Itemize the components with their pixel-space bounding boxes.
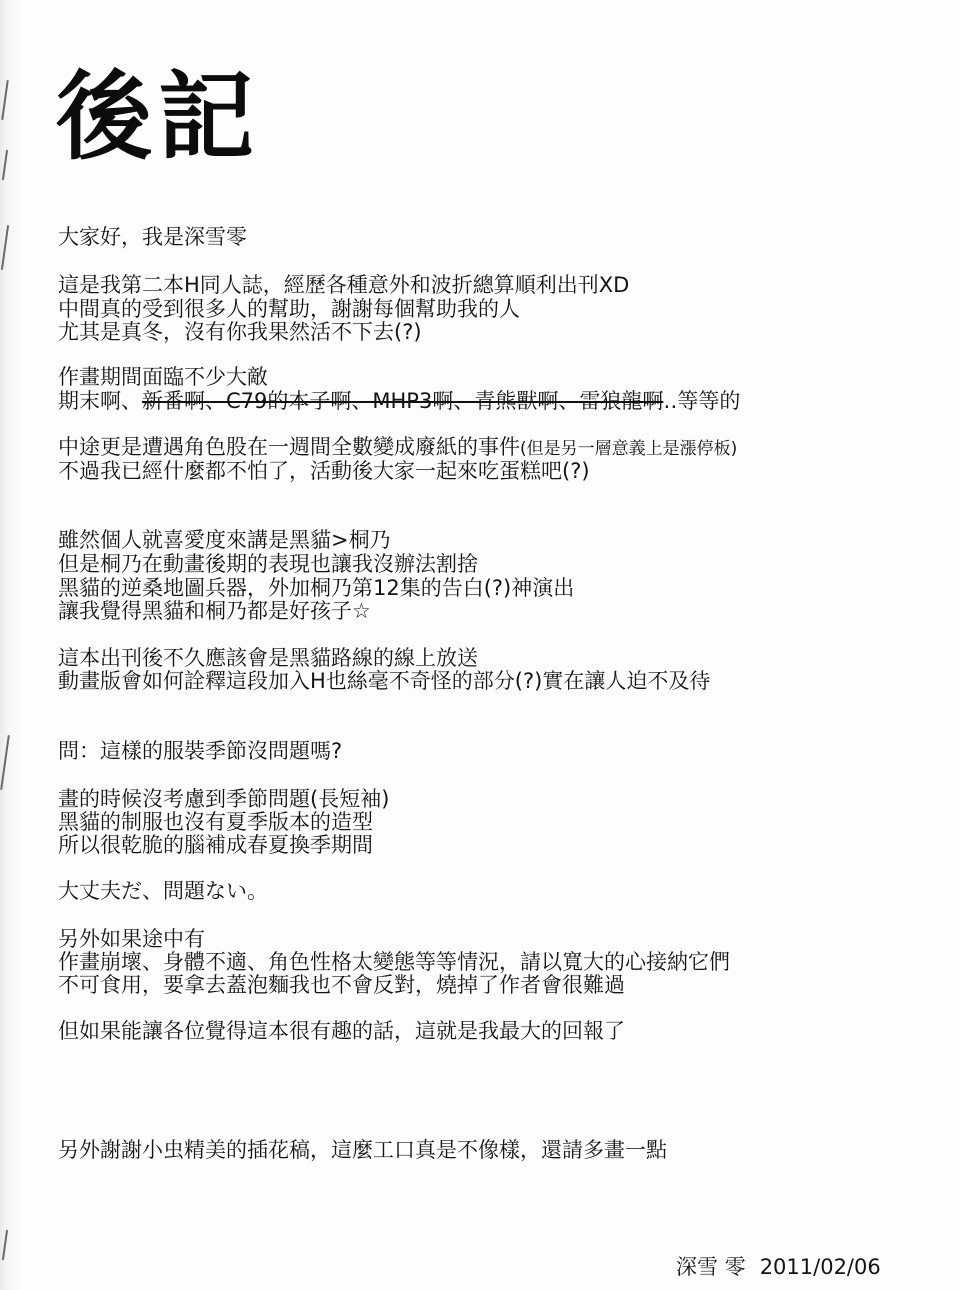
scan-mark — [1, 80, 9, 120]
text-line-with-strikethrough — [58, 388, 740, 414]
text-segment: ‥等等的 — [663, 389, 741, 413]
signature — [676, 1254, 881, 1280]
scan-mark — [1, 225, 9, 270]
text-line: 黑貓的逆桑地圖兵器，外加桐乃第12集的告白(?)神演出 — [58, 576, 575, 600]
text-line: 尤其是真冬，沒有你我果然活不下去(?) — [58, 320, 422, 344]
text-line: 但是桐乃在動畫後期的表現也讓我沒辦法割捨 — [58, 552, 478, 576]
text-line: 不過我已經什麼都不怕了，活動後大家一起來吃蛋糕吧(?) — [58, 459, 590, 483]
page-title: 後記 — [56, 61, 260, 173]
scan-mark — [0, 735, 10, 790]
text-line: 雖然個人就喜愛度來講是黑貓>桐乃 — [58, 528, 391, 552]
text-line: 這本出刊後不久應該會是黑貓路線的線上放送 — [58, 646, 478, 670]
text-line: 畫的時候沒考慮到季節問題(長短袖) — [58, 787, 390, 811]
scan-mark — [2, 150, 8, 180]
text-line: 另外謝謝小虫精美的插花稿，這麼工口真是不像樣，還請多畫一點 — [58, 1138, 667, 1162]
text-line: 大丈夫だ、問題ない。 — [58, 879, 268, 903]
greeting-line: 大家好，我是深雪零 — [58, 225, 247, 249]
text-segment: 中途更是遭遇角色股在一週間全數變成廢紙的事件 — [58, 435, 520, 459]
scan-edge — [0, 0, 22, 1290]
text-line: 作畫崩壞、身體不適、角色性格太變態等等情況，請以寬大的心接納它們 — [58, 950, 730, 974]
text-line: 另外如果途中有 — [58, 927, 205, 951]
struck-text: 新番啊、C79的本子啊、MHP3啊、青熊獸啊、雷狼龍啊 — [142, 389, 664, 413]
aside-note: (但是另一層意義上是漲停板) — [520, 439, 738, 459]
text-line: 作畫期間面臨不少大敵 — [58, 365, 268, 389]
text-line: 所以很乾脆的腦補成春夏換季期間 — [58, 833, 373, 857]
text-line: 中間真的受到很多人的幫助，謝謝每個幫助我的人 — [58, 297, 520, 321]
author-name: 深雪 零 — [676, 1255, 746, 1279]
signature-date: 2011/02/06 — [759, 1255, 881, 1279]
text-line: 但如果能讓各位覺得這本很有趣的話，這就是我最大的回報了 — [58, 1019, 625, 1043]
text-segment: 期末啊、 — [58, 389, 142, 413]
text-line: 不可食用，要拿去蓋泡麵我也不會反對，燒掉了作者會很難過 — [58, 973, 625, 997]
question-line: 問：這樣的服裝季節沒問題嗎? — [58, 739, 343, 763]
text-line: 黑貓的制服也沒有夏季版本的造型 — [58, 810, 373, 834]
text-line: 這是我第二本H同人誌，經歷各種意外和波折總算順利出刊XD — [58, 273, 630, 297]
scan-mark — [2, 1230, 8, 1260]
text-line: 動畫版會如何詮釋這段加入H也絲毫不奇怪的部分(?)實在讓人迫不及待 — [58, 669, 711, 693]
text-line: 讓我覺得黑貓和桐乃都是好孩子☆ — [58, 599, 371, 623]
